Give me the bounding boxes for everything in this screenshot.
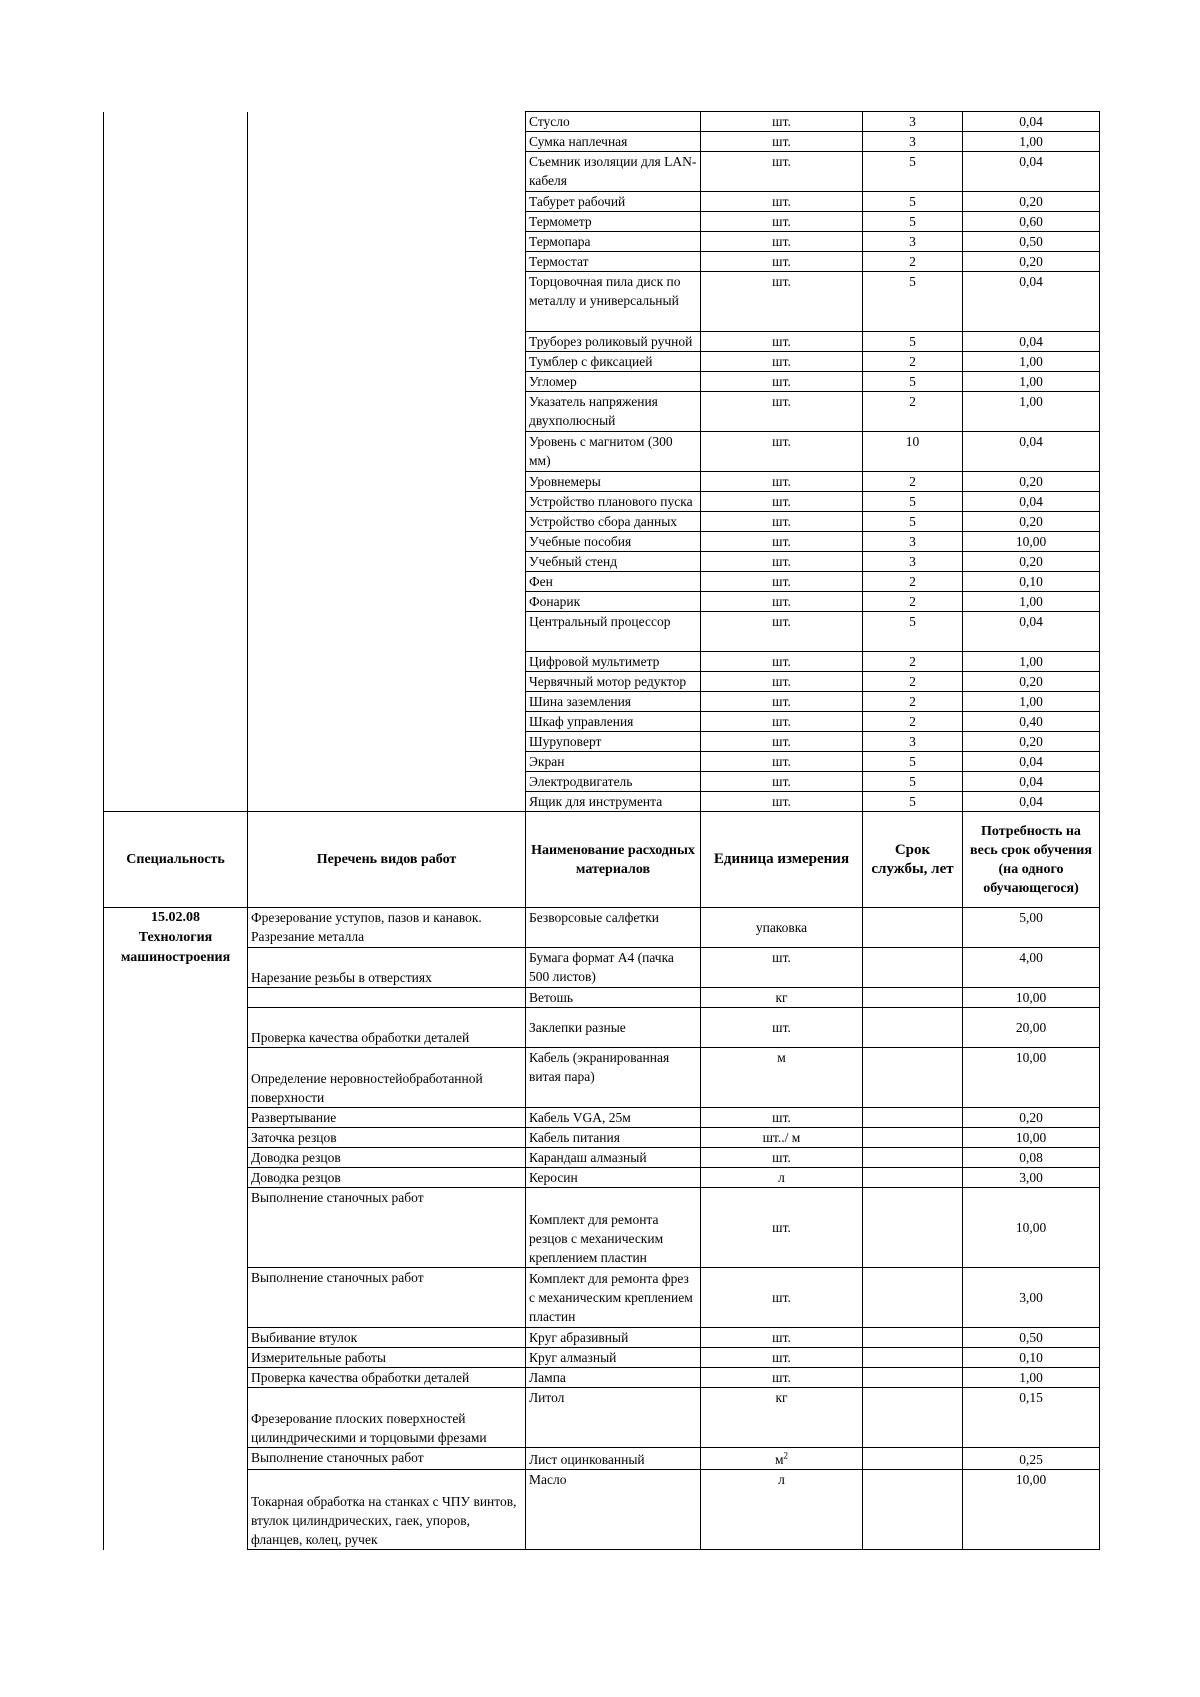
specialty-code: 15.02.08: [151, 910, 200, 925]
need-cell: 0,50: [963, 232, 1100, 252]
material-name: Червячный мотор редуктор: [526, 672, 701, 692]
work-type: Выбивание втулок: [248, 1328, 526, 1348]
table-row: [104, 1048, 1100, 1108]
need-cell: 0,04: [963, 792, 1100, 812]
unit-cell: м: [701, 1048, 863, 1108]
service-life-cell: [863, 1128, 963, 1148]
unit-cell: шт.: [701, 692, 863, 712]
unit-cell: шт.: [701, 612, 863, 652]
need-cell: 20,00: [963, 1008, 1100, 1048]
material-name: Торцовочная пила диск по металлу и универсальный: [526, 272, 701, 332]
table-row: [104, 1008, 1100, 1048]
material-name: Кабель VGA, 25м: [526, 1108, 701, 1128]
service-life-cell: 2: [863, 352, 963, 372]
service-life-cell: 2: [863, 592, 963, 612]
unit-cell: шт.: [701, 472, 863, 492]
need-cell: 0,20: [963, 472, 1100, 492]
lower-table-body: [104, 908, 1100, 1550]
need-cell: 5,00: [963, 908, 1100, 948]
header-materials: Наименование расходных материалов: [526, 812, 701, 908]
need-cell: 3,00: [963, 1268, 1100, 1328]
service-life-cell: 2: [863, 252, 963, 272]
need-cell: 3,00: [963, 1168, 1100, 1188]
need-cell: 0,20: [963, 192, 1100, 212]
service-life-cell: [863, 1368, 963, 1388]
table-row: [104, 1470, 1100, 1550]
service-life-cell: [863, 1148, 963, 1168]
service-life-cell: 2: [863, 572, 963, 592]
material-name: Электродвигатель: [526, 772, 701, 792]
need-cell: 0,15: [963, 1388, 1100, 1448]
table-row: [104, 1108, 1100, 1128]
consumables-sheet: [103, 111, 1099, 1550]
service-life-cell: [863, 1470, 963, 1550]
service-life-cell: 5: [863, 512, 963, 532]
unit-cell: шт.: [701, 1148, 863, 1168]
service-life-cell: 2: [863, 472, 963, 492]
service-life-cell: 5: [863, 492, 963, 512]
unit-cell: шт.: [701, 712, 863, 732]
service-life-cell: 5: [863, 212, 963, 232]
table-header: [104, 812, 1100, 908]
service-life-cell: 5: [863, 192, 963, 212]
need-cell: 0,04: [963, 332, 1100, 352]
service-life-cell: 3: [863, 532, 963, 552]
service-life-cell: [863, 948, 963, 988]
unit-cell: шт.: [701, 1348, 863, 1368]
specialty-cell-continued: [104, 112, 248, 812]
material-name: Ящик для инструмента: [526, 792, 701, 812]
unit-cell: шт.: [701, 1108, 863, 1128]
need-cell: 0,50: [963, 1328, 1100, 1348]
unit-cell: шт.: [701, 132, 863, 152]
service-life-cell: 3: [863, 232, 963, 252]
need-cell: 0,04: [963, 272, 1100, 332]
material-name: Фонарик: [526, 592, 701, 612]
unit-cell: $м^2$: [701, 1448, 863, 1470]
unit-cell: шт.: [701, 492, 863, 512]
need-cell: 1,00: [963, 692, 1100, 712]
need-cell: 0,04: [963, 432, 1100, 472]
table-row: [104, 1368, 1100, 1388]
need-cell: 0,20: [963, 1108, 1100, 1128]
table-row: [104, 1148, 1100, 1168]
work-type: Проверка качества обработки деталей: [248, 1008, 526, 1048]
service-life-cell: [863, 1348, 963, 1368]
material-name: Литол: [526, 1388, 701, 1448]
unit-cell: шт.: [701, 392, 863, 432]
unit-cell: шт.: [701, 732, 863, 752]
work-type: Доводка резцов: [248, 1148, 526, 1168]
work-type: Фрезерование плоских поверхностей цилиндрическими и торцовыми фрезами: [248, 1388, 526, 1448]
service-life-cell: [863, 1188, 963, 1268]
work-type: Доводка резцов: [248, 1168, 526, 1188]
service-life-cell: 2: [863, 692, 963, 712]
service-life-cell: [863, 1328, 963, 1348]
material-name: Учебные пособия: [526, 532, 701, 552]
materials-table: [103, 111, 1100, 1550]
material-name: Стусло: [526, 112, 701, 132]
table-row: [104, 112, 1100, 132]
material-name: Термометр: [526, 212, 701, 232]
material-name: Термостат: [526, 252, 701, 272]
material-name: Кабель (экранированная витая пара): [526, 1048, 701, 1108]
unit-cell: шт../ м: [701, 1128, 863, 1148]
work-type: Определение неровностейобработанной поверхности: [248, 1048, 526, 1108]
need-cell: 10,00: [963, 1188, 1100, 1268]
service-life-cell: [863, 908, 963, 948]
service-life-cell: 2: [863, 392, 963, 432]
upper-table-body: [104, 112, 1100, 812]
table-row: [104, 1168, 1100, 1188]
need-cell: 1,00: [963, 372, 1100, 392]
table-row: [104, 1328, 1100, 1348]
need-cell: 0,20: [963, 672, 1100, 692]
material-name: Кабель питания: [526, 1128, 701, 1148]
service-life-cell: 5: [863, 612, 963, 652]
need-cell: 1,00: [963, 352, 1100, 372]
need-cell: 0,04: [963, 112, 1100, 132]
need-cell: 0,04: [963, 752, 1100, 772]
unit-cell: шт.: [701, 672, 863, 692]
need-cell: 0,10: [963, 572, 1100, 592]
need-cell: 0,20: [963, 552, 1100, 572]
need-cell: 0,04: [963, 492, 1100, 512]
material-name: Шкаф управления: [526, 712, 701, 732]
service-life-cell: 5: [863, 752, 963, 772]
material-name: Шуруповерт: [526, 732, 701, 752]
header-need: Потребность на весь срок обучения (на одного обучающегося): [963, 812, 1100, 908]
material-name: Термопара: [526, 232, 701, 252]
specialty-name: Технология машиностроения: [120, 930, 231, 965]
material-name: Цифровой мультиметр: [526, 652, 701, 672]
header-works: Перечень видов работ: [248, 812, 526, 908]
service-life-cell: 2: [863, 712, 963, 732]
unit-cell: шт.: [701, 192, 863, 212]
material-name: Безворсовые салфетки: [526, 908, 701, 948]
material-name: Тумблер с фиксацией: [526, 352, 701, 372]
work-type: Заточка резцов: [248, 1128, 526, 1148]
unit-cell: л: [701, 1168, 863, 1188]
material-name: Экран: [526, 752, 701, 772]
material-name: Карандаш алмазный: [526, 1148, 701, 1168]
material-name: Центральный процессор: [526, 612, 701, 652]
need-cell: 10,00: [963, 1128, 1100, 1148]
unit-cell: шт.: [701, 152, 863, 192]
material-name: Комплект для ремонта резцов с механическим креплением пластин: [526, 1188, 701, 1268]
need-cell: 1,00: [963, 132, 1100, 152]
need-cell: 10,00: [963, 988, 1100, 1008]
table-row: [104, 908, 1100, 948]
need-cell: 0,04: [963, 152, 1100, 192]
material-name: Учебный стенд: [526, 552, 701, 572]
service-life-cell: [863, 1008, 963, 1048]
service-life-cell: 3: [863, 732, 963, 752]
service-life-cell: 3: [863, 552, 963, 572]
table-row: [104, 948, 1100, 988]
service-life-cell: 5: [863, 372, 963, 392]
material-name: Лист оцинкованный: [526, 1448, 701, 1470]
material-name: Бумага формат А4 (пачка 500 листов): [526, 948, 701, 988]
header-specialty: Специальность: [104, 812, 248, 908]
material-name: Комплект для ремонта фрез с механическим креплением пластин: [526, 1268, 701, 1328]
unit-cell: упаковка: [701, 908, 863, 948]
need-cell: 0,04: [963, 772, 1100, 792]
need-cell: 0,08: [963, 1148, 1100, 1168]
work-type: Выполнение станочных работ: [248, 1188, 526, 1268]
header-row: [104, 812, 1100, 908]
service-life-cell: [863, 1388, 963, 1448]
unit-cell: шт.: [701, 372, 863, 392]
unit-cell: шт.: [701, 652, 863, 672]
work-type: Фрезерование уступов, пазов и канавок. Разрезание металла: [248, 908, 526, 948]
material-name: Керосин: [526, 1168, 701, 1188]
material-name: Заклепки разные: [526, 1008, 701, 1048]
material-name: Круг алмазный: [526, 1348, 701, 1368]
work-type: Развертывание: [248, 1108, 526, 1128]
need-cell: 1,00: [963, 592, 1100, 612]
unit-cell: шт.: [701, 948, 863, 988]
work-type: Выполнение станочных работ: [248, 1448, 526, 1470]
unit-cell: шт.: [701, 332, 863, 352]
material-name: Фен: [526, 572, 701, 592]
material-name: Указатель напряжения двухполюсный: [526, 392, 701, 432]
service-life-cell: [863, 1168, 963, 1188]
unit-cell: шт.: [701, 1188, 863, 1268]
need-cell: 1,00: [963, 652, 1100, 672]
work-type: Проверка качества обработки деталей: [248, 1368, 526, 1388]
material-name: Шина заземления: [526, 692, 701, 712]
service-life-cell: 5: [863, 332, 963, 352]
table-row: [104, 1268, 1100, 1328]
service-life-cell: [863, 1108, 963, 1128]
unit-cell: шт.: [701, 1268, 863, 1328]
unit-cell: шт.: [701, 272, 863, 332]
unit-cell: шт.: [701, 752, 863, 772]
unit-cell: кг: [701, 1388, 863, 1448]
need-cell: 10,00: [963, 1048, 1100, 1108]
unit-cell: шт.: [701, 232, 863, 252]
work-type: Выполнение станочных работ: [248, 1268, 526, 1328]
unit-cell: шт.: [701, 772, 863, 792]
service-life-cell: 3: [863, 112, 963, 132]
unit-cell: шт.: [701, 432, 863, 472]
unit-cell: шт.: [701, 792, 863, 812]
material-name: Масло: [526, 1470, 701, 1550]
unit-cell: шт.: [701, 1368, 863, 1388]
material-name: Уровнемеры: [526, 472, 701, 492]
unit-cell: л: [701, 1470, 863, 1550]
material-name: Труборез роликовый ручной: [526, 332, 701, 352]
material-name: Устройство сбора данных: [526, 512, 701, 532]
material-name: Устройство планового пуска: [526, 492, 701, 512]
material-name: Табурет рабочий: [526, 192, 701, 212]
need-cell: 0,60: [963, 212, 1100, 232]
service-life-cell: [863, 1448, 963, 1470]
unit-cell: шт.: [701, 252, 863, 272]
material-name: Ветошь: [526, 988, 701, 1008]
unit-cell: шт.: [701, 352, 863, 372]
header-life: Срок службы, лет: [863, 812, 963, 908]
service-life-cell: 2: [863, 652, 963, 672]
need-cell: 0,20: [963, 512, 1100, 532]
table-row: [104, 1128, 1100, 1148]
need-cell: 4,00: [963, 948, 1100, 988]
table-row: [104, 1388, 1100, 1448]
table-row: [104, 988, 1100, 1008]
service-life-cell: 10: [863, 432, 963, 472]
need-cell: 0,40: [963, 712, 1100, 732]
table-row: [104, 1348, 1100, 1368]
service-life-cell: 5: [863, 272, 963, 332]
service-life-cell: [863, 1048, 963, 1108]
unit-cell: кг: [701, 988, 863, 1008]
unit-cell: шт.: [701, 532, 863, 552]
material-name: Круг абразивный: [526, 1328, 701, 1348]
service-life-cell: 5: [863, 792, 963, 812]
work-type: Измерительные работы: [248, 1348, 526, 1368]
need-cell: 0,25: [963, 1448, 1100, 1470]
need-cell: 10,00: [963, 532, 1100, 552]
specialty-cell: [104, 908, 248, 1550]
need-cell: 0,10: [963, 1348, 1100, 1368]
need-cell: 1,00: [963, 1368, 1100, 1388]
need-cell: 0,04: [963, 612, 1100, 652]
service-life-cell: [863, 988, 963, 1008]
unit-cell: шт.: [701, 572, 863, 592]
works-cell-continued: [248, 112, 526, 812]
unit-cell: шт.: [701, 1008, 863, 1048]
work-type: Токарная обработка на станках с ЧПУ винтов, втулок цилиндрических, гаек, упоров, фланцев, колец, ручек: [248, 1470, 526, 1550]
unit-cell: шт.: [701, 1328, 863, 1348]
material-name: Сумка наплечная: [526, 132, 701, 152]
unit-cell: шт.: [701, 112, 863, 132]
work-type: Нарезание резьбы в отверстиях: [248, 948, 526, 988]
table-row: [104, 1188, 1100, 1268]
header-unit: Единица измерения: [701, 812, 863, 908]
unit-cell: шт.: [701, 552, 863, 572]
service-life-cell: 5: [863, 152, 963, 192]
material-name: Съемник изоляции для LAN-кабеля: [526, 152, 701, 192]
need-cell: 0,20: [963, 732, 1100, 752]
need-cell: 10,00: [963, 1470, 1100, 1550]
material-name: Уровень с магнитом (300 мм): [526, 432, 701, 472]
service-life-cell: 2: [863, 672, 963, 692]
service-life-cell: 3: [863, 132, 963, 152]
service-life-cell: 5: [863, 772, 963, 792]
unit-cell: шт.: [701, 212, 863, 232]
unit-cell: шт.: [701, 512, 863, 532]
material-name: Лампа: [526, 1368, 701, 1388]
unit-cell: шт.: [701, 592, 863, 612]
material-name: Угломер: [526, 372, 701, 392]
service-life-cell: [863, 1268, 963, 1328]
table-row: [104, 1448, 1100, 1470]
need-cell: 1,00: [963, 392, 1100, 432]
work-type: [248, 988, 526, 1008]
need-cell: 0,20: [963, 252, 1100, 272]
